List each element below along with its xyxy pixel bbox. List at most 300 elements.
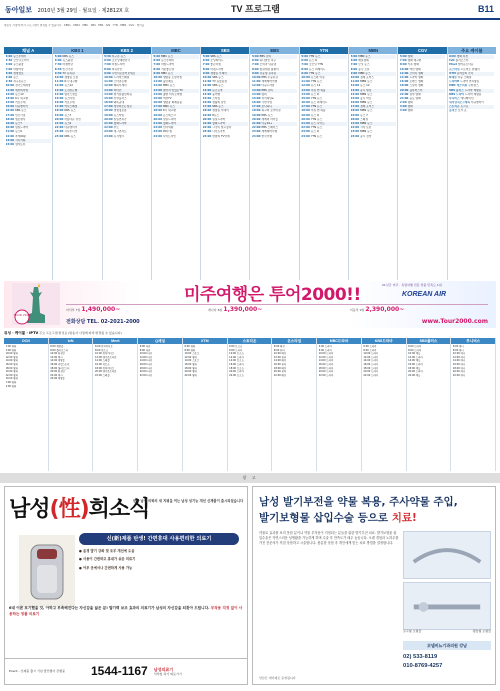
program-time: 9:30 (5, 80, 13, 84)
program-time: 19:00 (350, 113, 360, 117)
program-title: 최고의 요리비결 (261, 109, 281, 113)
program-title: 뉴스 Q (308, 59, 318, 63)
program-time: 7:00 (104, 63, 111, 67)
program-title: 월화드라마 (162, 122, 176, 125)
program-title: MBN 뉴스 (360, 92, 373, 96)
channel-header: 주요 케이블 (448, 47, 496, 54)
program-title: 뉴스 7 (360, 113, 368, 117)
program-title: 공포 영화 (409, 96, 421, 100)
program-time: 8:00 (251, 67, 259, 71)
price-item (66, 306, 204, 314)
ad-left-footer (5, 658, 247, 684)
program-title: 아침드라마 (210, 67, 224, 71)
program-title: 세상의모든정보 (113, 105, 132, 109)
program-title: 불만제로 (162, 80, 174, 84)
program-title: 방귀대장 뿡뿡이 (259, 67, 279, 71)
cable-program-text: 18:00 뮤직비디오 (94, 366, 115, 370)
program-title: 뉴스12 (64, 84, 73, 88)
channel-column (103, 47, 152, 280)
cable-program-text: 18:00 드라마 (318, 366, 334, 370)
program-title: 증시 마감 (360, 96, 372, 100)
program-time: 10:00 (251, 75, 261, 79)
program-row[interactable] (449, 109, 494, 113)
program-title: 시사투나잇 (64, 130, 78, 134)
company-note: 식약청 허가 의료기기 (153, 672, 182, 677)
cable-program-text: 22:00 택시 (50, 373, 63, 377)
program-title: 증시 현장 (360, 88, 372, 92)
travel-website-link[interactable]: www.Tour2000.com (421, 317, 488, 325)
program-title: 아침마당 (13, 67, 24, 71)
program-title: 뉴스 Q (310, 113, 320, 117)
cable-program-text: 14:00 스페셜 (94, 359, 110, 363)
cable-channel-column (138, 338, 183, 471)
program-title: MBN 뉴스 (360, 101, 373, 105)
cable-program-text: 16:00 뷰티 (273, 362, 287, 366)
cable-program-text: 8:00 차트쇼 (94, 348, 109, 352)
cable-program-row[interactable] (319, 374, 360, 378)
clinic-body-text: 약물로 효과를 보지 못한 분이나 약물 부작용이 걱정되는 분들을 위한 발기부전 치료. 발기보형물 삽입수술은 자연스러운 성생활을 가능하게 하며 수술 후 만족도가 매우 높습니다. 오랜 경험과 노하우를 가진 전문의가 직접 상담하고 시술합니다. 충분한 상담 후 개인에게 맞는 치료 방법을 결정합니다. (259, 531, 399, 546)
program-time: 6:00 (153, 59, 161, 63)
program-time: 16:00 (54, 101, 64, 105)
program-title: 엠카운트다운 (457, 63, 474, 67)
cable-program-row[interactable] (274, 374, 315, 378)
program-title: YTN 뉴스 (310, 80, 323, 84)
cable-program-row[interactable] (408, 374, 449, 378)
price-label: 미동부 9일 (350, 307, 366, 312)
program-time: 5:00 (399, 55, 407, 58)
program-time: 16:00 (104, 101, 113, 105)
cable-program-text: 16:00 드라마 (363, 362, 378, 366)
program-time: 20:00 (54, 117, 64, 121)
cable-program-text: 22:00 예능 (408, 373, 421, 377)
program-time: 12:00 (202, 84, 212, 88)
channel-program-list (300, 54, 348, 140)
program-title: 생활의 달인 (212, 101, 227, 105)
cable-program-row[interactable] (184, 374, 225, 378)
cable-program-text: 12:00 드라마 (408, 355, 423, 359)
program-title: PD수첩 (162, 130, 172, 134)
program-time: 22:00 (399, 92, 409, 96)
program-time: 7:00 (202, 63, 210, 67)
cable-program-row[interactable] (229, 374, 270, 378)
program-time: 14:00 (104, 92, 113, 96)
program-time: 24:00 (301, 134, 310, 138)
cable-channel-header: Mnet (93, 338, 137, 344)
program-title: 비타민 (113, 88, 122, 92)
program-title: 세계테마기행 (261, 80, 278, 84)
cable-program-row[interactable] (50, 377, 91, 381)
program-time: 23:00 (350, 130, 360, 134)
program-title: 뉴스와 이슈 (310, 75, 325, 79)
program-title: 영화 예고편 (407, 59, 422, 63)
program-title: MBN 뉴스 (360, 109, 373, 113)
channel-program-list (152, 54, 200, 140)
program-title: 프로젝트 런웨이 (460, 67, 480, 71)
cable-program-text: 16:00 리얼스토리 (50, 362, 70, 366)
program-title: 뉴스 나이트 (310, 122, 325, 125)
cable-program-list (407, 344, 451, 378)
program-time: 13:00 (104, 88, 113, 92)
channel-header: MBN (349, 47, 397, 54)
cable-channel-column (4, 338, 49, 471)
program-time: 11:00 (202, 80, 212, 84)
price-value: 1,390,000~ (223, 305, 263, 313)
cable-program-row[interactable] (453, 374, 494, 378)
program-title: 굿모닝코리아 (13, 59, 29, 63)
program-time: 10:00 (54, 75, 64, 79)
implant-captions (403, 629, 491, 633)
program-title: 시사 토론 (360, 126, 372, 130)
program-title: 역사스페셜 (64, 105, 78, 109)
program-time: 13:00 (251, 88, 261, 92)
cable-program-text: 6:00 드라마 (363, 345, 377, 348)
program-time: 11:00 (104, 80, 113, 84)
program-title: 세상의아침 (15, 88, 29, 92)
program-time: 7:00 (399, 59, 407, 63)
channel-program-list (349, 54, 397, 140)
program-time: 6:00 (251, 59, 259, 63)
page-header (0, 0, 500, 22)
cable-program-text: 14:00 예능 (408, 359, 421, 363)
cable-program-text: 12:00 엠카운트다운 (94, 355, 117, 359)
program-title: MBC 뉴스 (161, 71, 174, 75)
program-time: 7:30 (54, 63, 62, 67)
program-title: 한국기행 (261, 134, 272, 138)
program-title: EBS 스페이스 (261, 126, 278, 130)
cable-program-text: 20:00 영화 (184, 370, 197, 374)
cable-program-text: 12:00 영화 (184, 355, 197, 359)
cable-program-row[interactable] (95, 374, 136, 378)
program-time: 6:00 (202, 59, 210, 63)
program-time: 5:00 (153, 55, 161, 58)
program-time: 11:00 (54, 80, 64, 84)
cable-program-text: 20:00 화성인 (50, 370, 65, 374)
cable-section-title (4, 331, 496, 337)
cable-program-list (272, 344, 316, 378)
program-time: 23:00 (104, 130, 113, 134)
program-time: 드라마H (449, 80, 460, 84)
mens-health-ad[interactable] (4, 486, 248, 685)
program-title: 위기탈출넘버원 (113, 92, 132, 96)
program-row[interactable] (351, 135, 396, 139)
feature-item: ● 사용이 간편하고 휴대가 쉬운 의료기 (79, 557, 136, 562)
program-title: 딩동댕 유치원 (259, 71, 277, 75)
program-time: 내셔널지오그래픽 (449, 101, 470, 105)
statue-of-liberty-icon (12, 283, 60, 325)
program-time: 20:00 (301, 117, 310, 121)
program-title: 지구촌 뉴스 (111, 55, 126, 58)
cable-program-text: 8:00 다큐 (139, 348, 151, 352)
ad-description: 한국 남성 의학의 새 지평을 여는 남성 성기능 개선 신제품이 출시되었습니다 (133, 499, 244, 503)
ad-brand (9, 495, 150, 529)
program-time: 15:00 (153, 96, 162, 100)
program-time: 5:30 (5, 59, 13, 63)
program-title: 드라마 연속방송 (460, 80, 480, 84)
cable-channel-column (49, 338, 94, 471)
program-title: 생방송 오늘아침 (162, 75, 182, 79)
program-row[interactable] (55, 135, 100, 139)
program-title: 지구촌뉴스 (13, 80, 27, 84)
cable-program-text: 16:00 차트쇼 (94, 362, 110, 366)
program-title: 추적60분 (15, 134, 27, 138)
program-time: 5:00 (350, 55, 358, 58)
cable-channel-column (183, 338, 228, 471)
cable-program-text: 6:00 드라마 (318, 345, 332, 348)
program-title: 일일연속극 (113, 117, 127, 121)
channel-header: CGV (398, 47, 446, 54)
program-time: 7:00 (153, 63, 161, 67)
cable-program-text: 16:00 드라마 (408, 362, 423, 366)
program-row[interactable] (400, 109, 445, 113)
program-time: Q채널 (449, 75, 457, 79)
program-title: 가족 영화 (407, 63, 419, 67)
cable-program-text: 20:00 애니 (452, 370, 466, 374)
cable-program-text: 20:00 드라마 (318, 370, 334, 374)
cable-program-text: 10:00 드라마 (363, 352, 378, 356)
program-time: 10:00 (202, 75, 212, 79)
program-time: 14:00 (301, 92, 310, 96)
implant-photo-1 (403, 531, 491, 579)
cable-program-text: 16:00 드라마 (318, 362, 334, 366)
cable-program-text: 12:00 뷰티 (273, 355, 287, 359)
program-time: 6:00 (301, 59, 308, 63)
program-title: 일일드라마 (162, 117, 176, 121)
cable-program-text: 22:00 토크쇼 (229, 373, 244, 377)
program-time: 20:00 (104, 117, 113, 121)
company-name: 남성의료기 (153, 666, 174, 672)
program-time: 17:00 (251, 105, 261, 109)
program-time: 5:30 (104, 55, 111, 58)
program-title: 드라마 영화 (409, 75, 424, 79)
cable-program-row[interactable] (363, 374, 404, 378)
program-time: 24:00 (54, 134, 64, 138)
program-time: SBS 플러스 (449, 88, 464, 92)
cable-program-text: 14:00 영화 (5, 359, 18, 363)
program-title: 뉴스12 (15, 92, 24, 96)
program-time: 19:00 (104, 113, 113, 117)
program-title: YTN 뉴스 (310, 117, 323, 121)
program-time: 5:00 (202, 55, 210, 58)
program-time: 18:00 (5, 117, 15, 121)
program-time: 17:00 (202, 105, 212, 109)
program-time: 24:00 (5, 142, 15, 146)
program-row[interactable] (203, 135, 248, 139)
program-title: 굿모닝대한민국 (111, 59, 130, 63)
ad-phone-number[interactable]: 1544-1167 (91, 664, 148, 679)
price-label: 미서부 7일 (66, 307, 82, 312)
cable-program-text: 22:00 스페셜 (94, 373, 110, 377)
cable-channel-column (228, 338, 273, 471)
program-time: 5:00 (301, 55, 308, 58)
program-title: 추노 (113, 126, 119, 130)
program-time: 23:00 (301, 130, 310, 134)
cable-program-text: 10:00 스포츠 (184, 352, 200, 356)
program-title: 명작스캔들 (64, 92, 78, 96)
channel-header: 채널 A (4, 47, 52, 54)
cable-program-row[interactable] (140, 374, 181, 378)
channel-header: YTN (300, 47, 348, 54)
cable-program-text: 16:00 영화 (5, 362, 18, 366)
program-title: YTN 뉴스 (310, 105, 323, 109)
program-title: 뉴스 (13, 75, 19, 79)
price-item (350, 306, 488, 314)
program-time: 21:00 (104, 122, 113, 125)
program-time: 8:00 (202, 67, 210, 71)
cable-program-text: 20:00 다큐 (139, 370, 152, 374)
program-time: 18:00 (202, 109, 212, 113)
cable-program-text: 6:00 애니 (452, 345, 464, 348)
program-time: 16:00 (350, 101, 360, 105)
cable-channel-column (451, 338, 496, 471)
cable-channel-header: SBS플러스 (407, 338, 451, 344)
program-time: 10:00 (399, 67, 409, 71)
schedule-note: 방송사 사정에 따라 프로그램이 변경될 수 있습니다 · KBS1 · KBS2 · MBC · SBS · EBS · tvN · YTN · MBN · CGV · 케이블 (4, 24, 145, 27)
program-title: 뉴스광장 (62, 59, 73, 63)
program-title: 생방송 투데이 (212, 109, 229, 113)
cable-channel-header: XTM (183, 338, 227, 344)
program-time: 24:00 (104, 134, 113, 138)
program-title: MBN 뉴스 (360, 122, 373, 125)
cable-program-list (362, 344, 406, 378)
program-title: 뉴스 퍼레이드 (308, 67, 326, 71)
program-title: 일일드라마 (15, 126, 29, 130)
program-time: 10:00 (5, 84, 15, 88)
program-title: 뉴스타임 (113, 113, 125, 117)
program-time: tvN (449, 59, 455, 63)
program-time: 투니버스 (449, 96, 460, 100)
cable-program-text: 20:00 드라마 (363, 370, 378, 374)
program-time: 8:00 (301, 67, 308, 71)
ad-banner: 신(新)제품 탄생! 간편휴대 사용편리한 의료기 (79, 533, 239, 545)
program-title: 세계의 아이들 (261, 117, 278, 121)
program-title: 찾아라 맛있는TV (162, 88, 183, 92)
program-time: 21:00 (5, 130, 15, 134)
program-title: 경제 포커스 (360, 105, 374, 109)
clinic-headline-1: 남성 발기부전을 약물 복용, 주사약물 주입, (259, 496, 458, 508)
program-row[interactable] (153, 135, 198, 139)
ad-long-copy (9, 605, 245, 617)
program-time: 20:00 (350, 117, 360, 121)
program-title: 증시 오늘 (358, 67, 370, 71)
program-time: 8:00 (399, 63, 407, 67)
program-title: YTN 뉴스 (310, 126, 323, 130)
cable-program-text: 6:00 재방송 (50, 345, 64, 348)
cable-program-text: 22:00 애니 (452, 373, 466, 377)
channel-program-list (250, 54, 298, 140)
cable-program-list (317, 344, 361, 378)
cable-program-text: 18:00 예능 (408, 366, 421, 370)
cable-program-row[interactable] (6, 385, 47, 389)
program-time: 16:00 (202, 101, 212, 105)
program-title: 영화 (407, 109, 413, 113)
program-title: 뮤직뱅크 (113, 134, 125, 138)
cable-program-text: 10:00 패션 (273, 352, 287, 356)
section-title: TV 프로그램 (231, 4, 280, 14)
program-title: 붕어빵 (212, 92, 221, 96)
cable-program-text: 22:00 영화 (184, 373, 197, 377)
program-title: 증시 전망 (360, 134, 372, 138)
program-time: 20:00 (202, 117, 212, 121)
program-title: 스릴러 영화 (409, 84, 424, 88)
program-title: 뉴스데스크 (162, 113, 176, 117)
program-time: 12:00 (54, 84, 64, 88)
cable-program-text: 22:00 드라마 (363, 373, 378, 377)
page-number: B11 (477, 4, 494, 14)
program-title: 아침마당 (62, 63, 73, 67)
program-title: 순간포착 (212, 88, 223, 92)
cable-program-text: 14:00 토크쇼 (229, 359, 244, 363)
program-time: 23:00 (153, 130, 162, 134)
cable-program-text: 16:00 애니 (452, 362, 466, 366)
tour-badge: TOUR 2000 (13, 313, 31, 317)
header-rule (0, 18, 500, 20)
program-time: 15:00 (104, 96, 113, 100)
program-time: 16:00 (301, 101, 310, 105)
travel-ad[interactable] (4, 281, 496, 328)
program-time: 15:00 (202, 96, 212, 100)
program-title: 해피투게더 (113, 84, 127, 88)
program-title: EBS 뉴스 (261, 113, 273, 117)
program-time: 10:00 (301, 75, 310, 79)
clinic-phone[interactable]: 010-8769-4257 (403, 663, 443, 670)
program-time: 21:00 (251, 122, 261, 125)
program-time: 16:00 (399, 80, 409, 84)
program-row[interactable] (6, 143, 51, 147)
program-time: 온스타일 (449, 67, 460, 71)
headline-2-text: 발기보형물 삽입수술 등으로 (259, 512, 392, 524)
headline-2-highlight: 치료! (391, 512, 417, 524)
program-title: 가요무대 (64, 101, 75, 105)
program-title: 드라마스페셜 (113, 75, 130, 79)
cable-program-text: 6:00 토크쇼 (229, 345, 243, 348)
program-title: VJ특공대 (113, 101, 125, 105)
program-row[interactable] (252, 135, 297, 139)
cable-program-text: 10:00 드라마 (318, 352, 334, 356)
cable-channel-header: MBC드라마 (317, 338, 361, 344)
program-title: 영화 (407, 101, 413, 105)
program-row[interactable] (104, 135, 149, 139)
program-time: 9:00 (104, 71, 111, 75)
urology-clinic-ad[interactable] (252, 486, 496, 685)
cable-program-text: 10:00 예능 (408, 352, 421, 356)
program-time: 14:00 (350, 92, 360, 96)
program-time: 5:00 (54, 55, 62, 58)
program-title: 영화 특선 (456, 55, 468, 58)
cable-program-list (49, 344, 93, 382)
channel-header: KBS 2 (103, 47, 151, 54)
program-title: SBS 뉴스 (210, 55, 222, 58)
cable-program-text: 8:00 드라마 (318, 348, 332, 352)
program-time: 19:00 (5, 122, 15, 125)
program-title: 스페셜 (360, 117, 368, 121)
program-time: 10:00 (350, 75, 360, 79)
cable-program-text: 18:00 다큐 (139, 366, 152, 370)
cable-program-text: 24:00 영화 (5, 377, 18, 381)
clinic-phone[interactable]: 02) 533-8119 (403, 654, 438, 661)
cable-channel-header: OCN (4, 338, 48, 344)
program-title: 월화드라마 (113, 122, 127, 125)
program-time: 14:00 (5, 101, 15, 105)
program-time: 22:00 (153, 126, 162, 130)
cable-program-text: 12:00 애니 (452, 355, 466, 359)
program-time: 18:00 (54, 109, 64, 113)
program-title: 인간극장 (15, 113, 26, 117)
program-row[interactable] (301, 135, 346, 139)
channel-column (53, 47, 102, 280)
program-time: 23:00 (5, 138, 15, 142)
cable-program-text: 18:00 드라마 (363, 366, 378, 370)
program-title: 생생정보 (13, 71, 24, 75)
